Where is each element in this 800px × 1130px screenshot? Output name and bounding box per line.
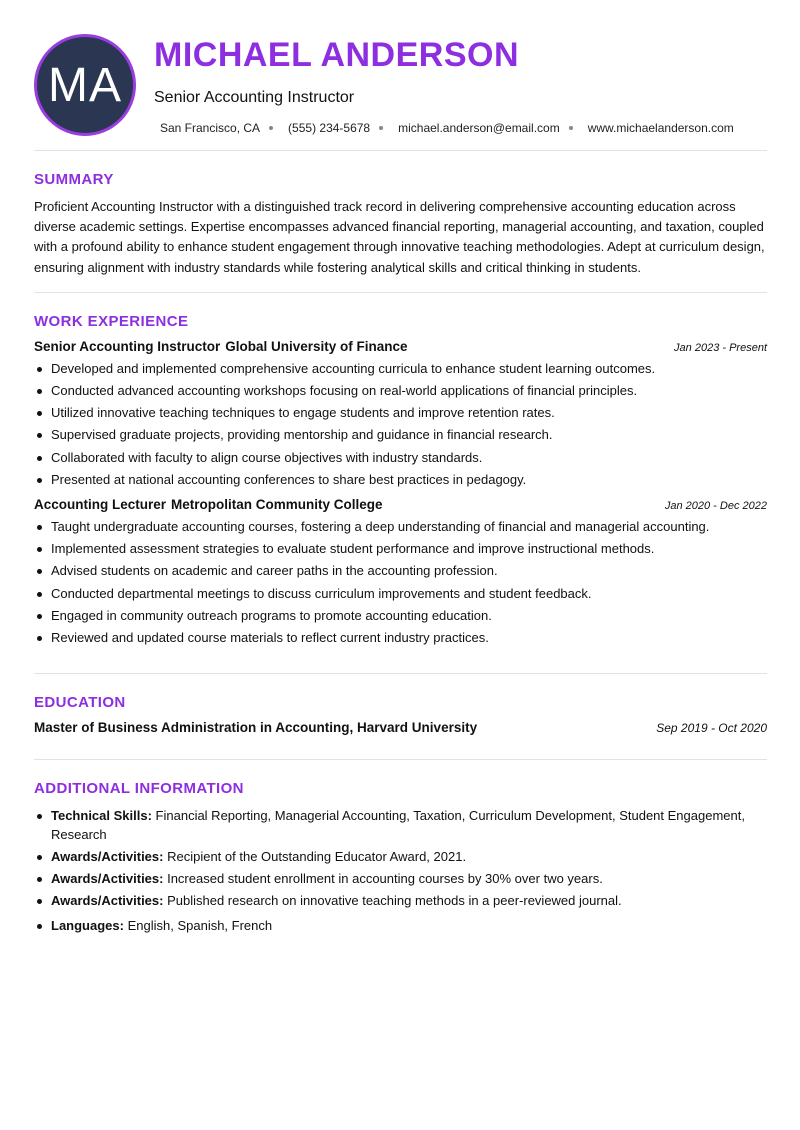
list-item: Engaged in community outreach programs to promote accounting education. bbox=[34, 605, 767, 627]
list-item bbox=[34, 869, 767, 888]
separator-dot bbox=[269, 126, 273, 130]
job-organization: Global University of Finance bbox=[225, 338, 408, 354]
avatar bbox=[34, 34, 136, 136]
list-item: Utilized innovative teaching techniques to engage students and improve retention rates. bbox=[34, 402, 767, 424]
list-item bbox=[34, 806, 767, 844]
list-item: Presented at national accounting conferences to share best practices in pedagogy. bbox=[34, 469, 767, 491]
summary-section bbox=[34, 151, 767, 292]
summary-heading: SUMMARY bbox=[34, 171, 114, 188]
education-heading: EDUCATION bbox=[34, 694, 126, 712]
item-text: Published research on innovative teaching methods in a peer-reviewed journal. bbox=[167, 893, 622, 909]
item-label: Languages: bbox=[51, 918, 124, 934]
item-text: Increased student enrollment in accounting courses by 30% over two years. bbox=[167, 871, 603, 887]
list-item bbox=[34, 847, 767, 866]
experience-heading: WORK EXPERIENCE bbox=[34, 312, 189, 330]
item-label: Technical Skills: bbox=[51, 808, 152, 824]
candidate-name: MICHAEL ANDERSON bbox=[154, 36, 520, 74]
job-role: Accounting Lecturer bbox=[34, 497, 167, 513]
list-item bbox=[34, 916, 767, 935]
job-title bbox=[34, 339, 408, 354]
job-title bbox=[34, 497, 383, 512]
separator-dot bbox=[379, 126, 383, 130]
job-bullets bbox=[34, 516, 767, 649]
item-text: Recipient of the Outstanding Educator Award, 2021. bbox=[167, 849, 467, 865]
job-dates: Jan 2023 - Present bbox=[674, 341, 767, 354]
contact-location: San Francisco, CA bbox=[160, 121, 261, 135]
resume-header bbox=[34, 0, 767, 150]
contact-email[interactable]: michael.anderson@email.com bbox=[398, 121, 560, 135]
avatar-initials: MA bbox=[48, 58, 122, 112]
job-header bbox=[34, 497, 767, 512]
additional-heading: ADDITIONAL INFORMATION bbox=[34, 780, 244, 798]
candidate-title: Senior Accounting Instructor bbox=[154, 89, 355, 106]
list-item: Supervised graduate projects, providing mentorship and guidance in financial research. bbox=[34, 424, 767, 446]
item-label: Awards/Activities: bbox=[51, 849, 164, 865]
job-dates: Jan 2020 - Dec 2022 bbox=[664, 500, 767, 513]
list-item: Conducted departmental meetings to discuss curriculum improvements and student feedback. bbox=[34, 583, 767, 605]
contact-phone: (555) 234-5678 bbox=[288, 121, 371, 135]
item-label: Awards/Activities: bbox=[51, 893, 164, 909]
job-role: Senior Accounting Instructor bbox=[34, 338, 221, 354]
additional-list bbox=[34, 806, 767, 935]
education-degree: Master of Business Administration in Accounting, Harvard University bbox=[34, 720, 478, 736]
contact-website[interactable]: www.michaelanderson.com bbox=[587, 121, 734, 135]
job-entry bbox=[34, 339, 767, 491]
item-label: Awards/Activities: bbox=[51, 871, 164, 887]
job-organization: Metropolitan Community College bbox=[171, 497, 383, 513]
list-item: Implemented assessment strategies to evaluate student performance and improve instructional methods. bbox=[34, 538, 767, 560]
job-header bbox=[34, 339, 767, 354]
list-item: Conducted advanced accounting workshops focusing on real-world applications of financial principles. bbox=[34, 380, 767, 402]
job-entry bbox=[34, 497, 767, 649]
education-section bbox=[34, 674, 767, 759]
summary-text: Proficient Accounting Instructor with a distinguished track record in delivering comprehensive accounting education across diverse academic settings. Expertise encompasses advanced financial reporting, managerial accounting, and taxation, coupled with a profound ability to enhance student engagement through innovative teaching methodologies. Adept at curriculum design, ensuring alignment with industry standards while fostering analytical skills and critical thinking in students. bbox=[34, 199, 765, 275]
item-text: English, Spanish, French bbox=[127, 918, 273, 934]
experience-section bbox=[34, 293, 767, 673]
list-item: Advised students on academic and career paths in the accounting profession. bbox=[34, 560, 767, 582]
job-bullets bbox=[34, 358, 767, 491]
list-item bbox=[34, 891, 767, 910]
list-item: Reviewed and updated course materials to reflect current industry practices. bbox=[34, 627, 767, 649]
list-item: Taught undergraduate accounting courses, fostering a deep understanding of financial and managerial accounting. bbox=[34, 516, 767, 538]
item-text: Financial Reporting, Managerial Accounting, Taxation, Curriculum Development, Student Engagement, Research bbox=[51, 808, 745, 843]
education-dates: Sep 2019 - Oct 2020 bbox=[656, 721, 767, 736]
additional-section bbox=[34, 760, 767, 935]
list-item: Collaborated with faculty to align course objectives with industry standards. bbox=[34, 447, 767, 469]
education-entry bbox=[34, 720, 767, 759]
list-item: Developed and implemented comprehensive accounting curricula to enhance student learning outcomes. bbox=[34, 358, 767, 380]
separator-dot bbox=[569, 126, 573, 130]
contact-line bbox=[160, 121, 734, 135]
